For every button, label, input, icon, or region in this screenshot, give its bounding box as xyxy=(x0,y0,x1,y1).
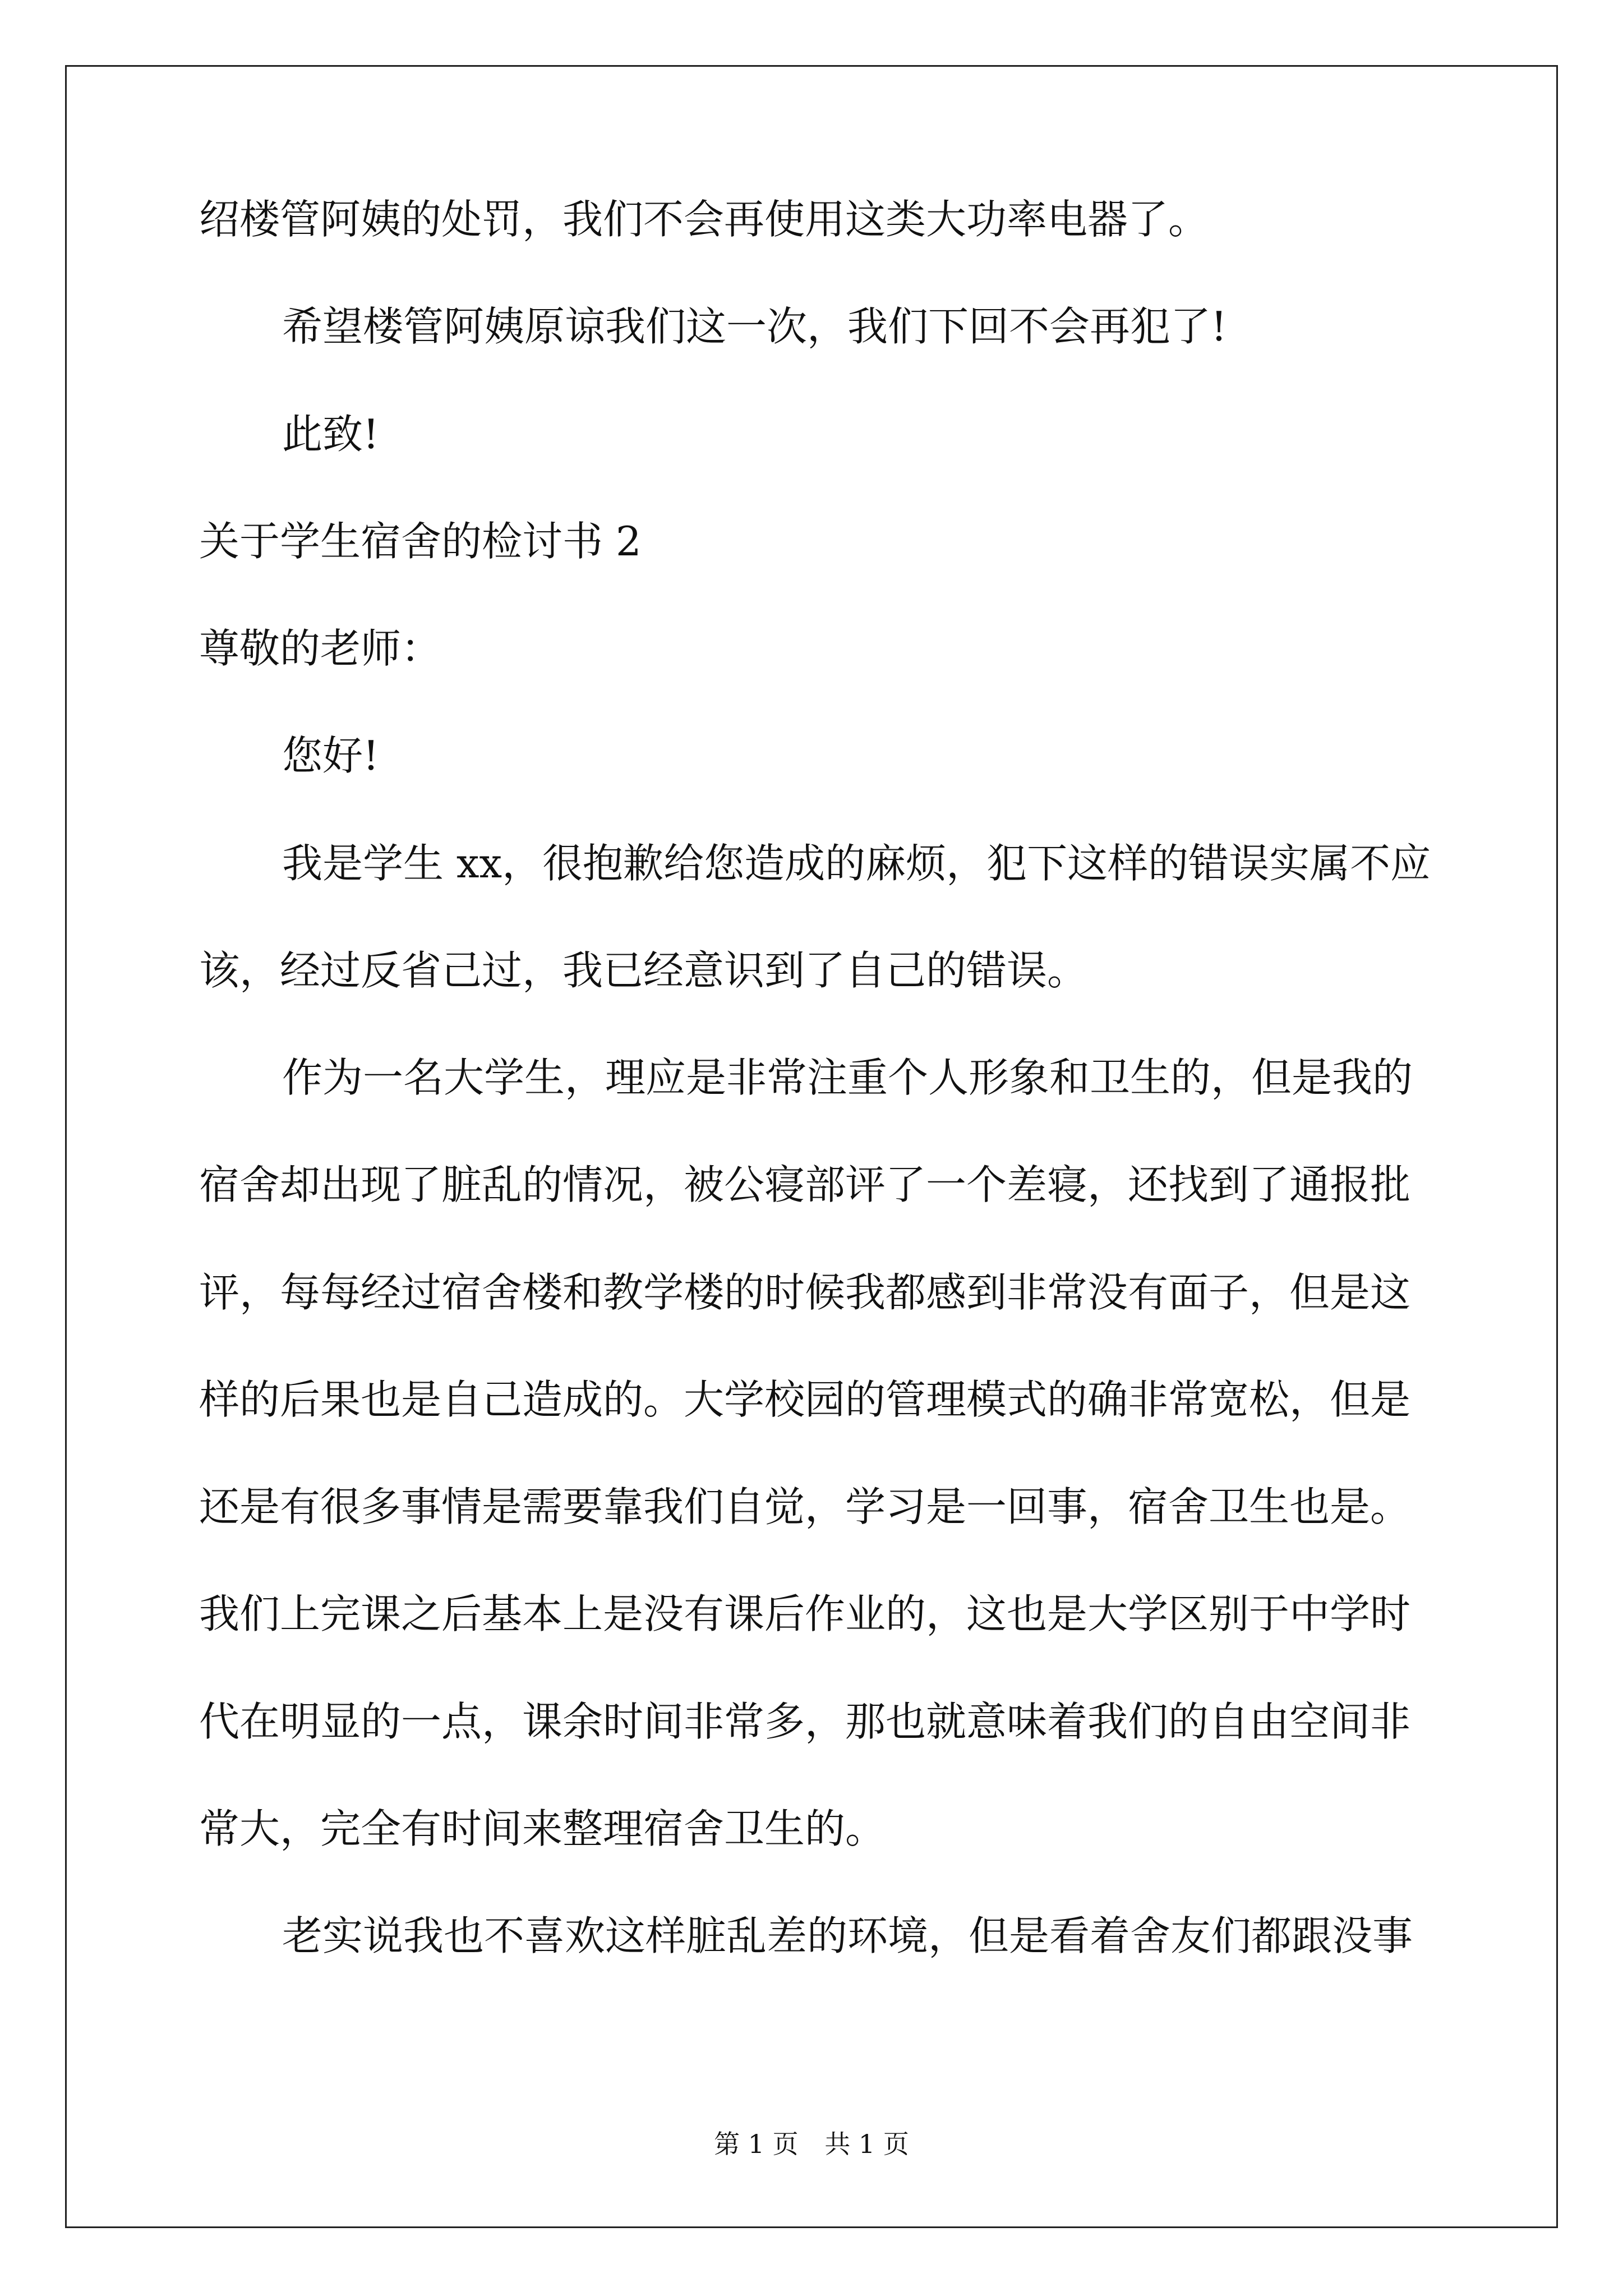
text-line: 该，经过反省己过，我已经意识到了自己的错误。 xyxy=(199,947,1088,994)
page-footer xyxy=(0,2127,1623,2161)
page-total: 共 1 页 xyxy=(824,2129,909,2159)
text-line: 我们上完课之后基本上是没有课后作业的，这也是大学区别于中学时 xyxy=(199,1590,1411,1637)
greeting: 您好! xyxy=(282,732,379,779)
text-line: 常大，完全有时间来整理宿舍卫生的。 xyxy=(199,1805,886,1852)
section-heading: 关于学生宿舍的检讨书 2 xyxy=(199,518,642,565)
text-line: 此致! xyxy=(282,411,379,458)
page-border xyxy=(65,65,1558,2228)
text-line: 样的后果也是自己造成的。大学校园的管理模式的确非常宽松，但是 xyxy=(199,1376,1411,1423)
text-line: 希望楼管阿姨原谅我们这一次，我们下回不会再犯了! xyxy=(282,303,1227,350)
text-line: 还是有很多事情是需要靠我们自觉，学习是一回事，宿舍卫生也是。 xyxy=(199,1483,1411,1530)
text-line: 作为一名大学生，理应是非常注重个人形象和卫生的，但是我的 xyxy=(282,1054,1413,1101)
text-line: 我是学生 xx，很抱歉给您造成的麻烦，犯下这样的错误实属不应 xyxy=(282,840,1431,887)
text-line: 代在明显的一点，课余时间非常多，那也就意味着我们的自由空间非 xyxy=(199,1698,1411,1745)
text-line: 老实说我也不喜欢这样脏乱差的环境，但是看着舍友们都跟没事 xyxy=(282,1912,1413,1959)
page-number: 第 1 页 xyxy=(714,2129,799,2159)
text-line: 宿舍却出现了脏乱的情况，被公寝部评了一个差寝，还找到了通报批 xyxy=(199,1161,1411,1208)
text-line: 评，每每经过宿舍楼和教学楼的时候我都感到非常没有面子，但是这 xyxy=(199,1269,1411,1316)
salutation: 尊敬的老师： xyxy=(199,625,442,672)
text-line: 绍楼管阿姨的处罚，我们不会再使用这类大功率电器了。 xyxy=(199,196,1209,243)
